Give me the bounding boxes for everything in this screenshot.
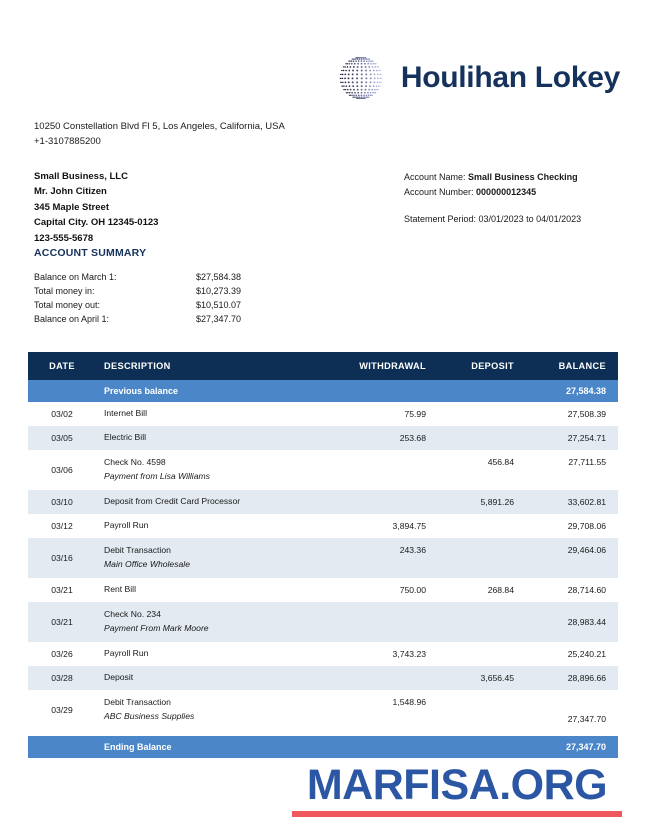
summary-row xyxy=(34,298,306,312)
customer-street: 345 Maple Street xyxy=(34,201,109,213)
cell-withdrawal: 243.36 xyxy=(338,538,438,578)
summary-label: Balance on April 1: xyxy=(34,314,110,325)
cell-withdrawal xyxy=(338,490,438,514)
cell-deposit xyxy=(438,642,526,666)
dotted-globe-icon xyxy=(335,52,387,104)
account-number-label: Account Number: xyxy=(404,187,474,198)
account-number-value: 000000012345 xyxy=(476,187,537,198)
table-row xyxy=(28,538,618,578)
cell-withdrawal: 253.68 xyxy=(338,426,438,450)
empty-cell xyxy=(28,736,96,758)
cell-deposit: 456.84 xyxy=(438,450,526,490)
account-summary-title: ACCOUNT SUMMARY xyxy=(34,247,147,259)
column-header-balance: BALANCE xyxy=(526,352,618,380)
transactions-table-body xyxy=(28,380,618,758)
cell-balance: 27,254.71 xyxy=(526,426,618,450)
cell-balance: 27,347.70 xyxy=(526,690,618,730)
bank-address xyxy=(34,120,285,149)
cell-description xyxy=(96,426,338,450)
description-main: Payroll Run xyxy=(104,520,149,531)
description-main: Debit Transaction xyxy=(104,696,171,707)
cell-date: 03/29 xyxy=(28,690,96,730)
description-memo: ABC Business Supplies xyxy=(104,711,195,722)
account-name-value: Small Business Checking xyxy=(468,172,578,182)
cell-withdrawal xyxy=(338,450,438,490)
empty-cell xyxy=(28,380,96,402)
table-row xyxy=(28,642,618,666)
cell-withdrawal: 3,743.23 xyxy=(338,642,438,666)
watermark xyxy=(292,761,622,817)
previous-balance-amount: 27,584.38 xyxy=(526,380,618,402)
cell-balance: 25,240.21 xyxy=(526,642,618,666)
account-meta-block xyxy=(404,170,581,227)
ending-balance-row xyxy=(28,736,618,758)
cell-withdrawal: 750.00 xyxy=(338,578,438,602)
brand-header xyxy=(335,52,620,104)
previous-balance-row xyxy=(28,380,618,402)
description-memo: Payment From Mark Moore xyxy=(104,623,209,634)
cell-deposit xyxy=(438,602,526,642)
cell-description xyxy=(96,402,338,426)
empty-cell xyxy=(438,380,526,402)
cell-date: 03/06 xyxy=(28,450,96,490)
customer-name: Mr. John Citizen xyxy=(34,186,107,198)
previous-balance-label: Previous balance xyxy=(96,380,338,402)
description-main: Internet Bill xyxy=(104,408,147,419)
cell-balance: 33,602.81 xyxy=(526,490,618,514)
column-header-description: DESCRIPTION xyxy=(96,352,338,380)
empty-cell xyxy=(338,736,438,758)
column-header-deposit: DEPOSIT xyxy=(438,352,526,380)
cell-balance: 28,896.66 xyxy=(526,666,618,690)
summary-label: Total money out: xyxy=(34,299,101,310)
cell-date: 03/16 xyxy=(28,538,96,578)
cell-withdrawal xyxy=(338,666,438,690)
watermark-text: MARFISA.ORG xyxy=(306,761,608,809)
cell-withdrawal xyxy=(338,602,438,642)
table-row xyxy=(28,578,618,602)
brand-name: Houlihan Lokey xyxy=(400,61,620,94)
table-row xyxy=(28,402,618,426)
description-memo: Payment from Lisa Williams xyxy=(104,471,210,482)
table-row xyxy=(28,690,618,730)
cell-balance: 27,711.55 xyxy=(526,450,618,490)
description-main: Payroll Run xyxy=(104,648,149,659)
cell-date: 03/28 xyxy=(28,666,96,690)
column-header-withdrawal: WITHDRAWAL xyxy=(338,352,438,380)
cell-description xyxy=(96,666,338,690)
cell-description xyxy=(96,690,338,730)
cell-deposit: 3,656.45 xyxy=(438,666,526,690)
table-row xyxy=(28,514,618,538)
description-main: Check No. 234 xyxy=(104,608,161,619)
description-main: Rent Bill xyxy=(104,584,136,595)
watermark-underline-bar xyxy=(292,811,622,817)
table-row xyxy=(28,450,618,490)
cell-deposit xyxy=(438,402,526,426)
customer-city-state-zip: Capital City. OH 12345-0123 xyxy=(34,217,159,229)
cell-description xyxy=(96,642,338,666)
cell-date: 03/12 xyxy=(28,514,96,538)
ending-balance-amount: 27,347.70 xyxy=(526,736,618,758)
cell-balance: 28,714.60 xyxy=(526,578,618,602)
description-main: Deposit from Credit Card Processor xyxy=(104,496,241,507)
empty-cell xyxy=(338,380,438,402)
empty-cell xyxy=(438,736,526,758)
summary-row xyxy=(34,313,306,327)
transactions-table xyxy=(28,352,618,758)
cell-date: 03/21 xyxy=(28,602,96,642)
account-summary-table xyxy=(34,270,306,327)
cell-description xyxy=(96,514,338,538)
statement-period: Statement Period: 03/01/2023 to 04/01/2023 xyxy=(404,213,582,224)
cell-date: 03/21 xyxy=(28,578,96,602)
description-memo: Main Office Wholesale xyxy=(104,559,190,570)
transactions-table-head xyxy=(28,352,618,380)
cell-description xyxy=(96,602,338,642)
bank-address-line1: 10250 Constellation Blvd Fl 5, Los Angeles, California, USA xyxy=(34,121,285,132)
customer-company: Small Business, LLC xyxy=(34,171,128,182)
cell-date: 03/10 xyxy=(28,490,96,514)
table-header-row xyxy=(28,352,618,380)
description-main: Deposit xyxy=(104,672,134,683)
summary-value: $27,584.38 xyxy=(196,271,242,282)
cell-deposit xyxy=(438,514,526,538)
summary-row xyxy=(34,270,306,284)
cell-date: 03/05 xyxy=(28,426,96,450)
description-main: Debit Transaction xyxy=(104,544,171,555)
cell-date: 03/02 xyxy=(28,402,96,426)
customer-phone: 123-555-5678 xyxy=(34,232,94,244)
cell-description xyxy=(96,450,338,490)
cell-withdrawal: 3,894.75 xyxy=(338,514,438,538)
table-row xyxy=(28,426,618,450)
cell-description xyxy=(96,538,338,578)
column-header-date: DATE xyxy=(28,352,96,380)
bank-address-line2: +1-3107885200 xyxy=(34,135,101,147)
table-row xyxy=(28,602,618,642)
summary-row xyxy=(34,284,306,298)
summary-value: $27,347.70 xyxy=(196,314,242,325)
cell-deposit xyxy=(438,538,526,578)
cell-balance: 29,464.06 xyxy=(526,538,618,578)
cell-deposit xyxy=(438,426,526,450)
cell-balance: 29,708.06 xyxy=(526,514,618,538)
description-main: Electric Bill xyxy=(104,432,147,443)
summary-value: $10,510.07 xyxy=(196,299,242,310)
table-row xyxy=(28,666,618,690)
cell-deposit: 5,891.26 xyxy=(438,490,526,514)
cell-description xyxy=(96,490,338,514)
summary-value: $10,273.39 xyxy=(196,285,242,296)
cell-description xyxy=(96,578,338,602)
account-name-label: Account Name: xyxy=(404,172,466,182)
account-number-row xyxy=(404,185,581,200)
cell-date: 03/26 xyxy=(28,642,96,666)
ending-balance-label: Ending Balance xyxy=(96,736,338,758)
cell-balance: 27,508.39 xyxy=(526,402,618,426)
cell-deposit: 268.84 xyxy=(438,578,526,602)
table-row xyxy=(28,490,618,514)
description-main: Check No. 4598 xyxy=(104,456,166,467)
account-name-row xyxy=(404,170,581,185)
summary-label: Balance on March 1: xyxy=(34,271,117,282)
summary-label: Total money in: xyxy=(34,285,95,296)
customer-address-block xyxy=(34,169,158,246)
cell-withdrawal: 1,548.96 xyxy=(338,690,438,730)
cell-withdrawal: 75.99 xyxy=(338,402,438,426)
cell-balance: 28,983.44 xyxy=(526,602,618,642)
cell-deposit xyxy=(438,690,526,730)
